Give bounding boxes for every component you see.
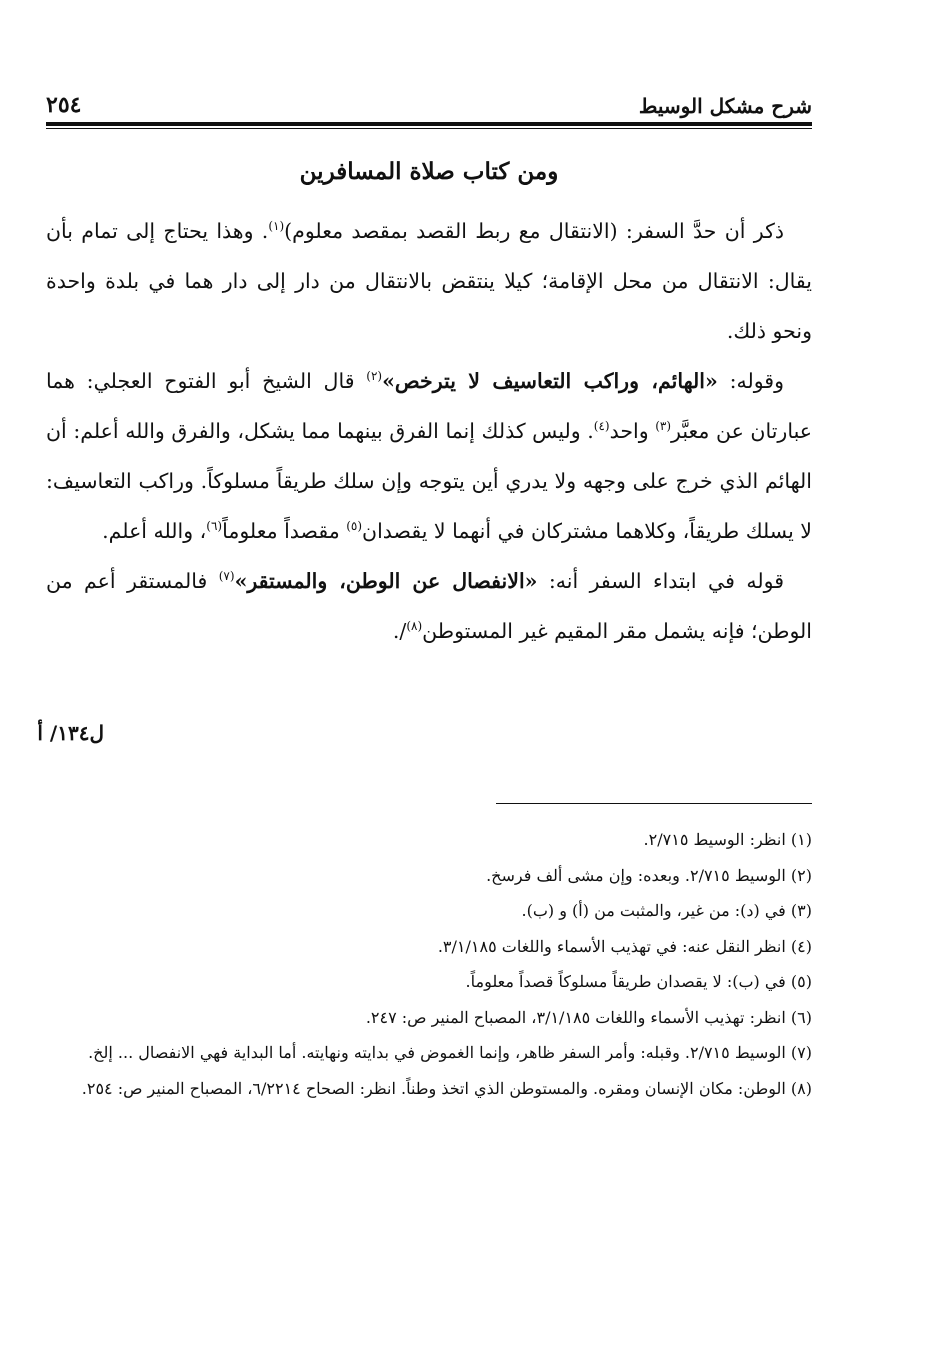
chapter-title: ومن كتاب صلاة المسافرين [299,158,559,185]
quoted-term: «الانفصال عن الوطن، والمستقر» [234,569,538,593]
footnote-separator [496,803,812,804]
footnote: (٧) الوسيط ٢/٧١٥. وقبله: وأمر السفر ظاهر، وإنما الغموض في بدايته ونهايته. أما البداية فهي الانفصال ... إلخ. [88,1043,812,1062]
footnote-ref-4: (٤) [593,419,610,434]
text-run: قال الشيخ أبو الفتوح العجلي: هما عبارتان عن معبَّر [46,369,812,443]
manuscript-folio-note: ل١٣٤/ أ [37,721,104,745]
text-run: واحد [609,419,656,443]
text-run: قوله في ابتداء السفر أنه: [537,569,784,593]
text-run: /. [392,619,407,643]
footnote-ref-7: (٧) [218,569,235,584]
book-title: شرح مشكل الوسيط [638,94,812,118]
text-run: ذكر أن حدَّ السفر: (الانتقال مع ربط القصد بمقصد معلوم) [284,219,785,243]
footnote: (٤) انظر النقل عنه: في تهذيب الأسماء واللغات ٣/١/١٨٥. [437,936,812,956]
footnote: (٦) انظر: تهذيب الأسماء واللغات ٣/١/١٨٥، المصباح المنير ص: ٢٤٧. [365,1007,812,1027]
footnote: (٣) في (د): من غير، والمثبت من (أ) و (ب). [521,901,812,920]
running-header [46,86,812,118]
footnote: (٨) الوطن: مكان الإنسان ومقره. والمستوطن الذي اتخذ وطناً. انظر: الصحاح ٦/٢٢١٤، المصباح المنير ص: ٢٥٤. [81,1078,812,1098]
footnote-ref-8: (٨) [406,619,423,634]
footnote: (٢) الوسيط ٢/٧١٥. وبعده: وإن مشى ألف فرسخ. [486,865,812,885]
text-run: مقصداً معلوماً [222,519,347,543]
page-number: ٢٥٤ [46,92,82,118]
text-run: وقوله: [717,369,784,393]
text-run: فالمستقر أعم من الوطن؛ فإنه يشمل مقر المقيم غير المستوطن [46,569,812,643]
main-text [46,206,812,656]
footnote-ref-6: (٦) [206,519,223,534]
header-rule-thin [46,128,812,129]
footnotes [46,822,812,1106]
footnote-ref-5: (٥) [346,519,363,534]
paragraph-3 [46,556,812,656]
footnote: (٥) في (ب): لا يقصدان طريقاً مسلوكاً قصداً معلوماً. [465,972,812,991]
paragraph-2 [46,356,812,556]
footnote-ref-2: (٢) [366,369,383,384]
header-rule-thick [46,122,812,126]
footnote-ref-1: (١) [268,219,285,234]
footnote-ref-3: (٣) [655,419,672,434]
quoted-term: «الهائم، وراكب التعاسيف لا يترخص» [382,369,718,393]
footnote: (١) انظر: الوسيط ٢/٧١٥. [643,830,812,849]
text-run: . وهذا يحتاج إلى تمام بأن يقال: الانتقال من محل الإقامة؛ كيلا ينتقض بالانتقال من دار إلى دار هما في بلدة واحدة ونحو ذلك. [46,219,812,343]
text-run: ، والله أعلم. [102,519,207,543]
paragraph-1 [46,206,812,356]
text-run: . وليس كذلك إنما الفرق بينهما مما يشكل، والفرق والله أعلم: أن الهائم الذي خرج على وجهه ولا يدري أين يتوجه وإن سلك طريقاً مسلوكاً. وراكب التعاسيف: لا يسلك طريقاً، وكلاهما مشتركان في أنهما لا يقصدان [46,419,812,543]
